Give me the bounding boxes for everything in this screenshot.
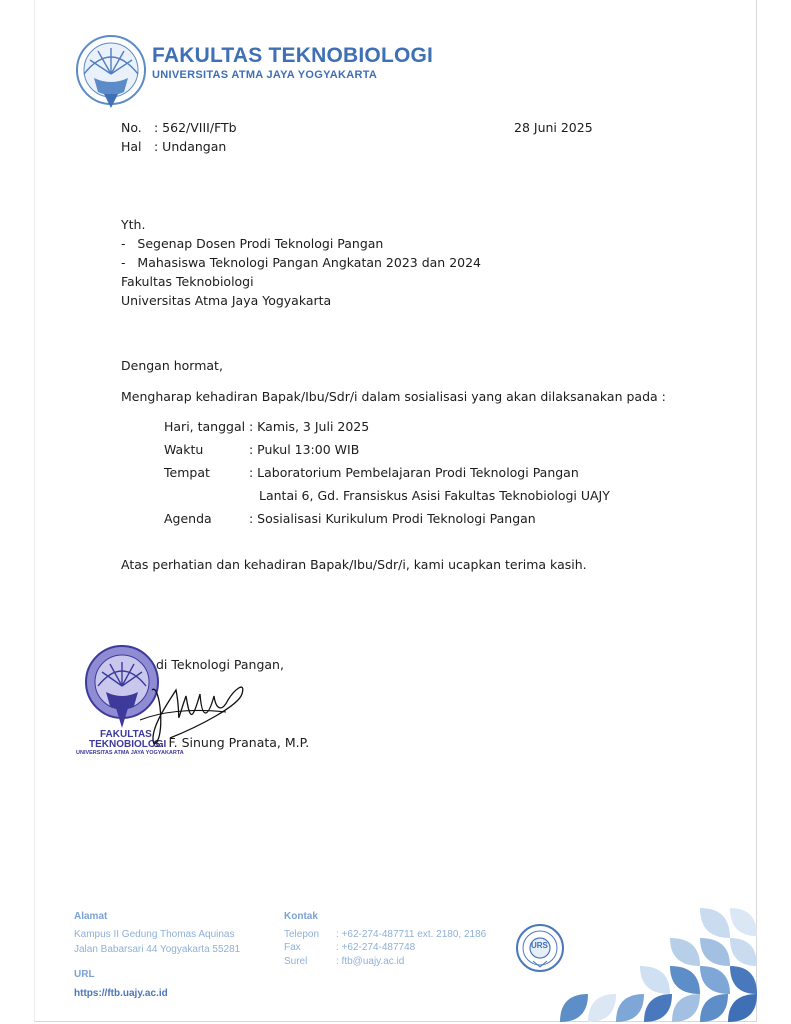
footer-url-heading: URL [74,969,95,980]
detail-value: : Kamis, 3 Juli 2025 [249,419,370,434]
detail-label: Tempat [164,465,210,480]
recipient-line: Universitas Atma Jaya Yogyakarta [121,293,332,308]
detail-value: : Laboratorium Pembelajaran Prodi Teknologi Pangan [249,465,579,480]
footer-address-line: Kampus II Gedung Thomas Aquinas [74,929,235,940]
detail-label: Waktu [164,442,204,457]
footer-contact-value: : +62-274-487711 ext. 2180, 2186 [336,929,487,940]
recipient-line: Yth. [121,217,146,232]
hal-value: : Undangan [154,139,227,154]
footer-contact-heading: Kontak [284,911,318,922]
footer-contact-value: : +62-274-487748 [336,942,416,953]
detail-value: : Pukul 13:00 WIB [249,442,360,457]
footer-address-heading: Alamat [74,911,108,922]
detail-value: : Sosialisasi Kurikulum Prodi Teknologi Pangan [249,511,536,526]
badge-text: URS [531,941,548,950]
handwritten-signature-icon [130,660,270,750]
footer-contact-value: : ftb@uajy.ac.id [336,956,405,967]
no-label: No. [121,120,142,135]
closing-paragraph: Atas perhatian dan kehadiran Bapak/Ibu/Sdr/i, kami ucapkan terima kasih. [121,557,587,572]
stamp-subtitle: UNIVERSITAS ATMA JAYA YOGYAKARTA [76,750,184,756]
greeting: Dengan hormat, [121,358,223,373]
decorative-corner-pattern [560,908,757,1022]
intro-paragraph: Mengharap kehadiran Bapak/Ibu/Sdr/i dalam sosialisasi yang akan dilaksanakan pada : [121,389,666,404]
detail-label: Agenda [164,511,212,526]
detail-value: Lantai 6, Gd. Fransiskus Asisi Fakultas Teknobiologi UAJY [259,488,610,503]
stamp-title: TEKNOBIOLOGI [89,739,167,750]
footer-url-link[interactable]: https://ftb.uajy.ac.id [74,988,168,999]
faculty-title: FAKULTAS TEKNOBIOLOGI [152,44,434,67]
stamp-title: FAKULTAS [100,729,152,740]
recipient-line: - Mahasiswa Teknologi Pangan Angkatan 2023 dan 2024 [121,255,482,270]
university-subtitle: UNIVERSITAS ATMA JAYA YOGYAKARTA [152,69,378,81]
hal-label: Hal [121,139,142,154]
detail-label: Hari, tanggal [164,419,246,434]
footer-address-line: Jalan Babarsari 44 Yogyakarta 55281 [74,944,241,955]
signatory-role: di Teknologi Pangan, [156,657,284,672]
recipient-line: - Segenap Dosen Prodi Teknologi Pangan [121,236,384,251]
footer-contact-label: Telepon [284,929,320,940]
no-value: : 562/VIII/FTb [154,120,237,135]
letter-date: 28 Juni 2025 [514,120,593,135]
footer-contact-label: Surel [284,956,308,967]
signatory-name: s. F. Sinung Pranata, M.P. [154,735,310,750]
university-logo-icon [74,34,148,110]
footer-contact-label: Fax [284,942,301,953]
recipient-line: Fakultas Teknobiologi [121,274,254,289]
